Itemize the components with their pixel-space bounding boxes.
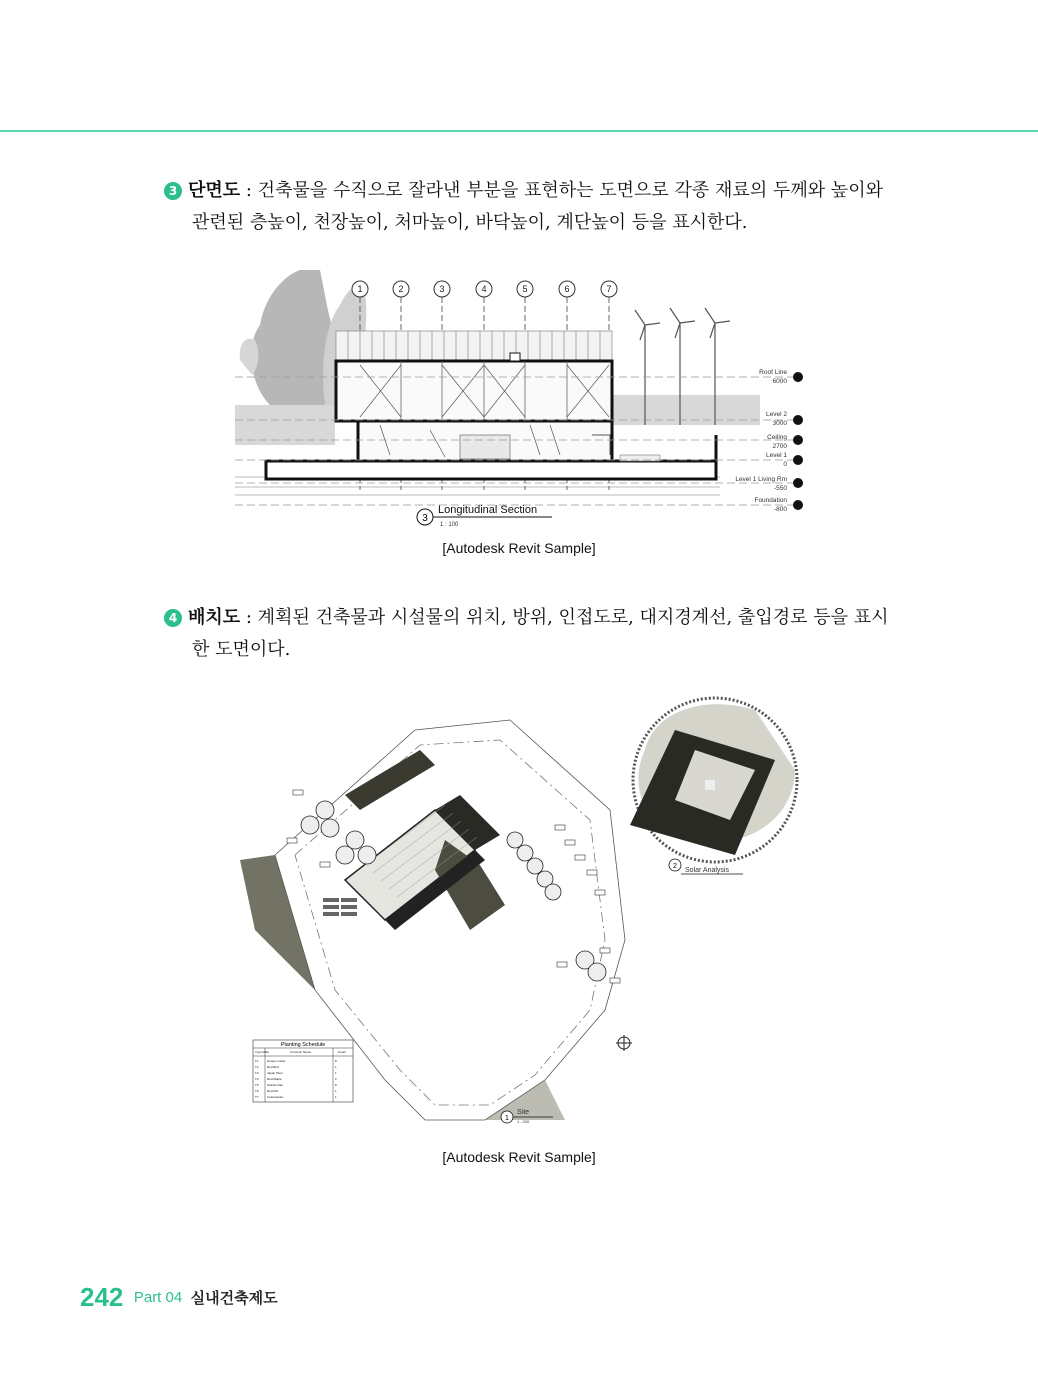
schedule-row-count: 1: [335, 1089, 337, 1093]
ground-fill-left: [235, 405, 335, 445]
slope-shading-left: [240, 855, 315, 990]
schedule-header-name: Common Name: [290, 1050, 312, 1054]
footer-part: Part 04: [133, 1289, 183, 1306]
caption-2: [Autodesk Revit Sample]: [442, 1149, 596, 1165]
schedule-row-mark: T4: [255, 1077, 259, 1081]
page-number: 242: [80, 1282, 124, 1312]
level-name-roof: Roof Line: [759, 369, 787, 376]
level-value-ceiling: 2700: [772, 443, 787, 450]
schedule-row-mark: T5: [255, 1083, 259, 1087]
schedule-row-name: Cotoneaster: [267, 1095, 284, 1099]
roof-panels: [336, 331, 612, 361]
section-3-term: 단면도: [188, 180, 241, 201]
level-name-ceiling: Ceiling: [767, 434, 787, 441]
ground-fill-right: [610, 395, 760, 425]
page-footer: [80, 1282, 278, 1313]
header-rule: [0, 130, 1038, 132]
section-view-title-text: Longitudinal Section: [438, 504, 538, 516]
solar-view-title-text: Solar Analysis: [685, 867, 729, 874]
section-4-line2: 한 도면이다.: [192, 639, 291, 660]
schedule-row-name: Red Maple: [267, 1077, 282, 1081]
site-view-title-text: Site: [517, 1109, 530, 1116]
level-name-level1: Level 1: [766, 452, 787, 459]
section-3-paragraph: [164, 175, 904, 239]
schedule-row-mark: T1: [255, 1059, 259, 1063]
grid-label-1: 1: [357, 284, 363, 294]
section-3-line1: : 건축물을 수직으로 잘라낸 부분을 표현하는 도면으로 각종 재료의 두께와 높이와: [240, 180, 883, 201]
schedule-row-mark: T2: [255, 1065, 259, 1069]
longitudinal-section-drawing: [230, 265, 810, 535]
section-view-scale: 1 : 100: [440, 522, 459, 528]
parking-stalls: [323, 898, 357, 916]
schedule-row-name: Scarlet Oak: [267, 1083, 283, 1087]
caption-1: [Autodesk Revit Sample]: [442, 540, 596, 556]
schedule-row-count: 1: [335, 1071, 337, 1075]
section-4-number: 4: [164, 609, 182, 627]
solar-view-number: 2: [673, 863, 677, 870]
north-arrow: [616, 1035, 632, 1051]
schedule-row-name: Japan Plum: [267, 1071, 283, 1075]
level-name-level2: Level 2: [766, 411, 787, 418]
schedule-row-count: 1: [335, 1065, 337, 1069]
schedule-header-count: Count: [338, 1050, 347, 1054]
level-value-foundation: -800: [773, 506, 787, 513]
schedule-header-type: Type Mark: [255, 1050, 270, 1054]
schedule-row-mark: T7: [255, 1095, 259, 1099]
grid-label-7: 7: [606, 284, 612, 294]
section-3-number: 3: [164, 182, 182, 200]
schedule-row-count: 1: [335, 1095, 337, 1099]
level-name-living: Level 1 Living Rm: [735, 476, 787, 483]
schedule-row-mark: T3: [255, 1071, 259, 1075]
level-value-level2: 3000: [772, 420, 787, 427]
grid-label-3: 3: [439, 284, 445, 294]
schedule-row-name: Red Bud: [267, 1065, 279, 1069]
level-value-level1: 0: [783, 461, 787, 468]
schedule-row-name: Red Ash: [267, 1089, 279, 1093]
level-value-roof: 6000: [772, 378, 787, 385]
level-value-living: -550: [773, 485, 787, 492]
section-4-line1: : 계획된 건축물과 시설물의 위치, 방위, 인접도로, 대지경계선, 출입경로 등을 표시: [240, 607, 889, 628]
schedule-title: Planting Schedule: [280, 1042, 326, 1048]
solar-analysis-view: [630, 698, 797, 874]
site-view-scale: 1 : 200: [517, 1119, 530, 1124]
grid-label-5: 5: [522, 284, 528, 294]
section-view-title: [417, 504, 552, 528]
grid-label-2: 2: [398, 284, 404, 294]
schedule-row-mark: T6: [255, 1089, 259, 1093]
schedule-row-name: Honey Locust: [267, 1059, 286, 1063]
schedule-row-count: 8: [335, 1083, 337, 1087]
section-4-paragraph: [164, 602, 904, 666]
site-plan-drawing: [235, 690, 815, 1135]
planting-schedule: [253, 1040, 353, 1102]
footer-book-title: 실내건축제도: [190, 1289, 278, 1307]
level-name-foundation: Foundation: [754, 497, 787, 504]
section-4-term: 배치도: [188, 607, 241, 628]
schedule-row-count: 2: [335, 1077, 337, 1081]
grid-label-6: 6: [564, 284, 570, 294]
grid-label-4: 4: [481, 284, 487, 294]
schedule-row-count: 8: [335, 1059, 337, 1063]
section-3-line2: 관련된 층높이, 천장높이, 처마높이, 바닥높이, 계단높이 등을 표시한다.: [192, 212, 748, 233]
site-view-number: 1: [505, 1115, 509, 1122]
section-view-number: 3: [422, 513, 428, 524]
building-footprint: [345, 750, 505, 930]
